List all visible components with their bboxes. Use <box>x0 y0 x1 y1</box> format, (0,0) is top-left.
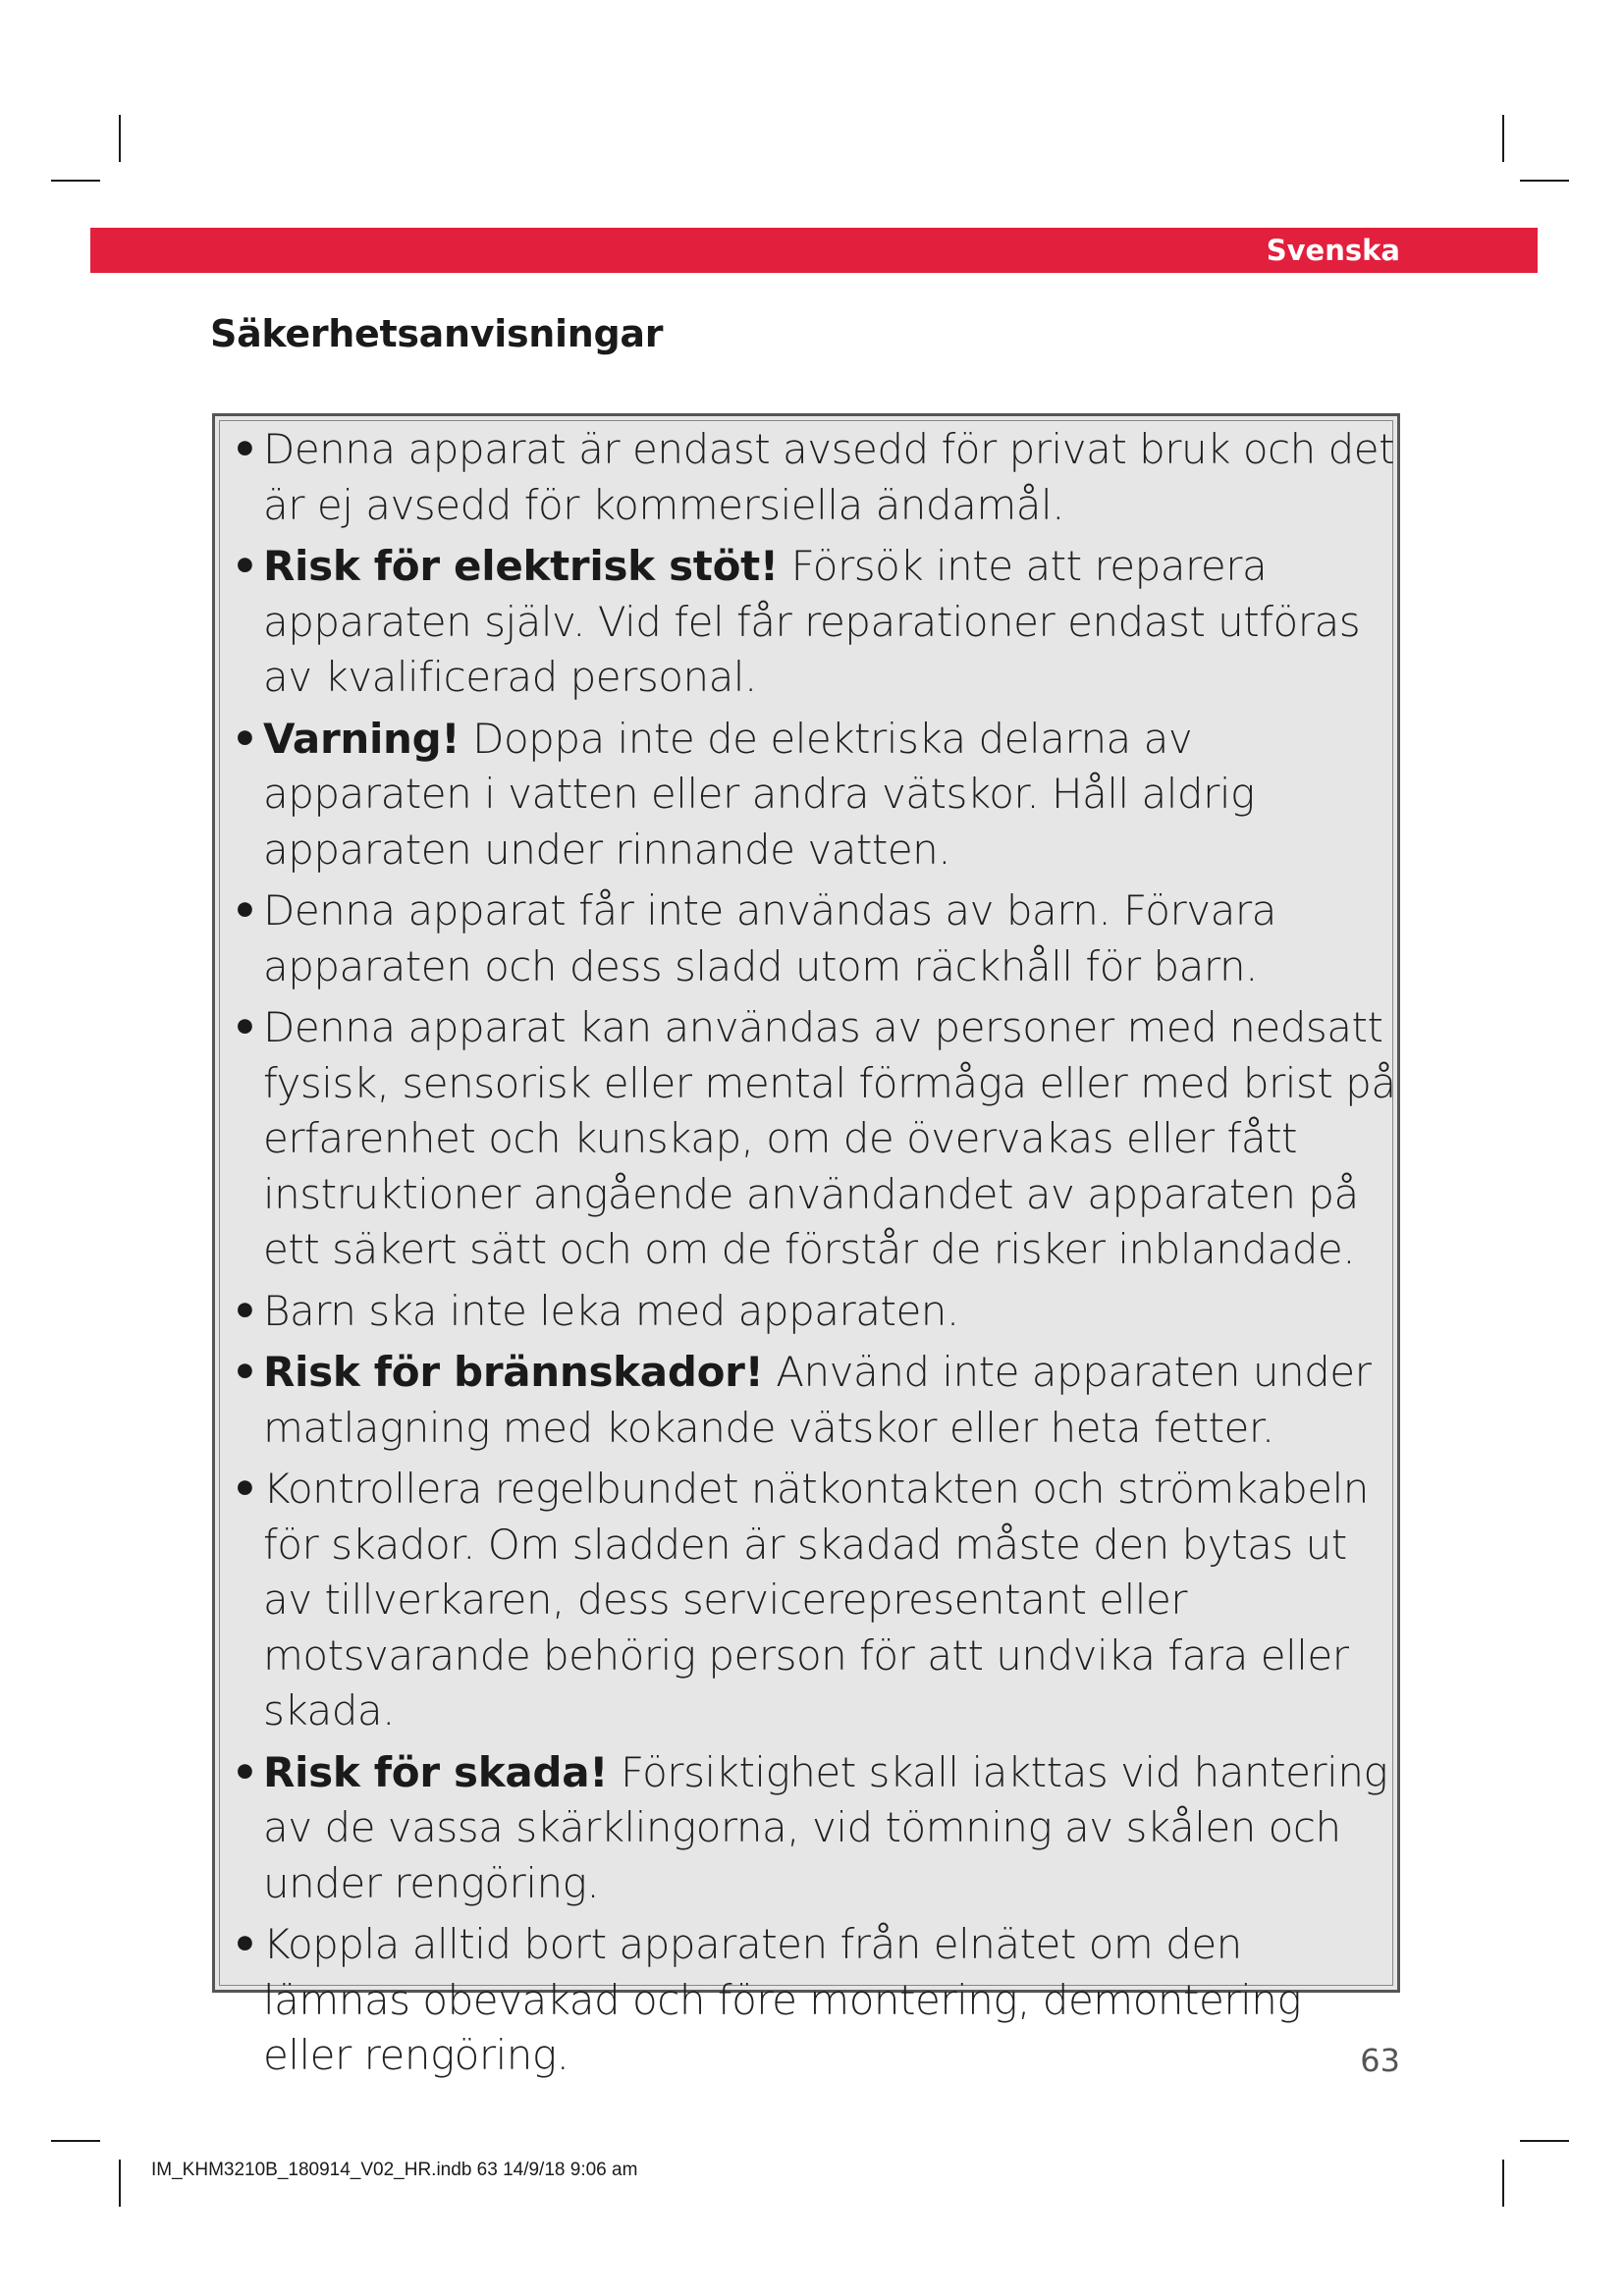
warning-text: Doppa inte de elektriska delarna av apparaten i vatten eller andra vätskor. Håll aldrig apparaten under rinnande vatten. <box>263 714 1255 874</box>
safety-instructions-list <box>228 422 1396 2090</box>
print-slug: IM_KHM3210B_180914_V02_HR.indb 63 14/9/18 9:06 am <box>151 2160 638 2180</box>
warning-text: Försök inte att reparera apparaten själv. Vid fel får reparationer endast utföras av kvalificerad personal. <box>263 542 1361 701</box>
crop-mark-top-right-vertical <box>1502 115 1504 162</box>
crop-mark-bottom-right-vertical <box>1502 2160 1504 2207</box>
warning-text: Barn ska inte leka med apparaten. <box>263 1286 959 1335</box>
warning-text: Denna apparat får inte användas av barn. Förvara apparaten och dess sladd utom räckhåll för barn. <box>263 886 1276 990</box>
safety-item <box>228 1284 1396 1340</box>
warning-text: Försiktighet skall iakttas vid hantering av de vassa skärklingorna, vid tömning av skålen och under rengöring. <box>263 1747 1388 1907</box>
crop-mark-bottom-right-horizontal <box>1520 2140 1569 2142</box>
bullet: • <box>232 1747 258 1796</box>
bullet: • <box>232 1465 258 1513</box>
crop-mark-top-left-horizontal <box>51 180 100 182</box>
warning-lead: Risk för skada! <box>263 1747 609 1796</box>
crop-mark-top-left-vertical <box>119 115 121 162</box>
safety-item <box>228 1917 1396 2084</box>
crop-mark-bottom-left-horizontal <box>51 2140 100 2142</box>
bullet: • <box>232 542 258 590</box>
bullet: • <box>232 886 258 934</box>
safety-item <box>228 539 1396 706</box>
warning-text: Kontrollera regelbundet nätkontakten och strömkabeln för skador. Om sladden är skadad måste den bytas ut av tillverkaren, dess servicerepresentant eller motsvarande behörig person för att undvika fara eller skada. <box>263 1465 1369 1735</box>
safety-item <box>228 883 1396 994</box>
bullet: • <box>232 714 258 763</box>
page-title: Säkerhetsanvisningar <box>210 312 664 355</box>
safety-item <box>228 1462 1396 1739</box>
safety-item <box>228 422 1396 533</box>
warning-lead: Risk för elektrisk stöt! <box>263 542 779 590</box>
safety-item <box>228 1745 1396 1912</box>
warning-text: Använd inte apparaten under matlagning med kokande vätskor eller heta fetter. <box>263 1348 1372 1452</box>
warning-lead: Risk för brännskador! <box>263 1348 764 1396</box>
bullet: • <box>232 1348 258 1396</box>
safety-item <box>228 1000 1396 1278</box>
warning-text: Denna apparat kan användas av personer med nedsatt fysisk, sensorisk eller mental förmåga eller med brist på erfarenhet och kunskap, om de övervakas eller fått instruktioner angående användandet av apparaten på ett säkert sätt och om de förstår de risker inblandade. <box>263 1003 1396 1273</box>
bullet: • <box>232 425 258 473</box>
language-banner <box>90 228 1538 273</box>
language-label: Svenska <box>1266 234 1400 267</box>
warning-text: Denna apparat är endast avsedd för privat bruk och det är ej avsedd för kommersiella ändamål. <box>263 425 1395 529</box>
bullet: • <box>232 1286 258 1335</box>
safety-item <box>228 1345 1396 1456</box>
safety-item <box>228 712 1396 879</box>
page-number: 63 <box>1360 2042 1400 2079</box>
warning-lead: Varning! <box>263 714 460 763</box>
bullet: • <box>232 1003 258 1051</box>
crop-mark-bottom-left-vertical <box>119 2160 121 2207</box>
crop-mark-top-right-horizontal <box>1520 180 1569 182</box>
bullet: • <box>232 1920 258 1968</box>
warning-text: Koppla alltid bort apparaten från elnätet om den lämnas obevakad och före montering, demontering eller rengöring. <box>263 1920 1302 2079</box>
